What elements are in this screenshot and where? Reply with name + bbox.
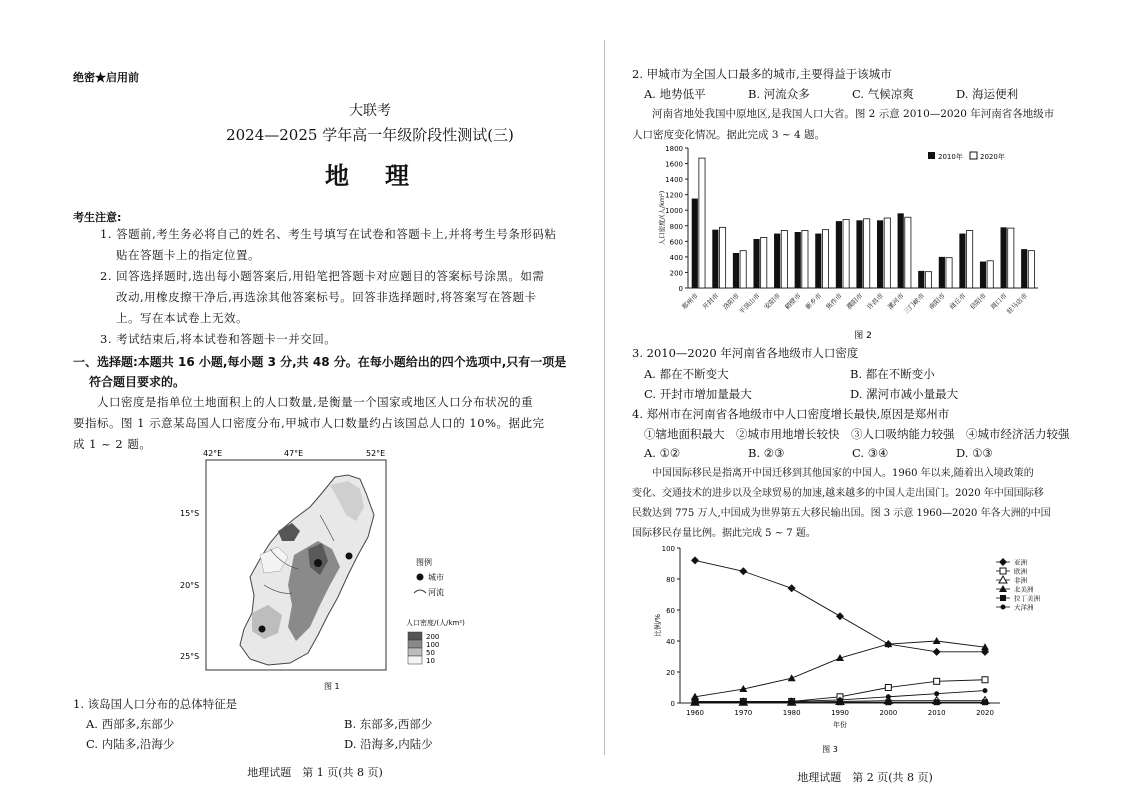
data-point bbox=[885, 685, 891, 691]
data-point bbox=[982, 677, 988, 683]
bar-2010 bbox=[692, 199, 698, 288]
lat-label: 15°S bbox=[180, 509, 200, 518]
data-point bbox=[982, 699, 988, 705]
y-tick-label: 40 bbox=[666, 638, 675, 646]
bar-2010 bbox=[1021, 249, 1027, 288]
bar-2020 bbox=[781, 230, 787, 288]
page-footer: 地理试题 第 1 页(共 8 页) bbox=[247, 766, 383, 779]
y-tick-label: 80 bbox=[666, 576, 675, 584]
density-level: 50 bbox=[426, 649, 435, 657]
x-tick-label: 信阳市 bbox=[968, 291, 988, 312]
y-tick-label: 600 bbox=[669, 238, 683, 247]
y-tick-label: 1400 bbox=[665, 176, 683, 185]
legend-label: 非洲 bbox=[1014, 576, 1027, 585]
bar-2020 bbox=[1008, 228, 1014, 288]
x-tick-label: 新乡市 bbox=[803, 291, 824, 312]
x-tick-label: 南阳市 bbox=[927, 291, 947, 312]
q4-option-b[interactable]: B. ②③ bbox=[748, 446, 785, 460]
bar-2020 bbox=[822, 230, 828, 288]
intro-line: 要指标。图 1 示意某岛国人口密度分布,甲城市人口数量约占该国总人口的 10%。据此完 bbox=[73, 416, 545, 430]
legend-label: 拉丁美洲 bbox=[1014, 594, 1040, 603]
bar-2020 bbox=[946, 258, 952, 288]
page-divider bbox=[604, 40, 605, 755]
q4-stem: 4. 郑州市在河南省各地级市中人口密度增长最快,原因是郑州市 bbox=[632, 407, 950, 421]
lat-label: 20°S bbox=[180, 581, 200, 590]
x-tick-label: 商丘市 bbox=[947, 291, 968, 312]
x-tick-label: 1990 bbox=[831, 709, 849, 717]
density-level: 100 bbox=[426, 641, 440, 649]
y-tick-label: 1800 bbox=[665, 145, 683, 153]
bar-2020 bbox=[884, 218, 890, 288]
secret-label: 绝密★启用前 bbox=[73, 71, 139, 84]
intro-line: 国际移民存量比例。据此完成 5 ~ 7 题。 bbox=[632, 528, 816, 539]
density-level: 200 bbox=[426, 633, 440, 641]
data-point bbox=[934, 678, 940, 684]
city-marker bbox=[259, 626, 266, 633]
figure-2-bar-chart bbox=[650, 142, 1070, 342]
figure-caption: 图 2 bbox=[854, 331, 872, 341]
intro2-paragraph bbox=[632, 104, 1112, 146]
figure-3-line-chart bbox=[646, 540, 1086, 758]
bar-2010 bbox=[774, 234, 780, 288]
y-tick-label: 20 bbox=[666, 669, 675, 677]
intro-line: 人口密度变化情况。据此完成 3 ~ 4 题。 bbox=[632, 129, 826, 141]
q1-option-a[interactable]: A. 西部多,东部少 bbox=[86, 717, 175, 731]
x-tick-label: 鹤壁市 bbox=[783, 291, 803, 312]
y-axis-label: 比例/% bbox=[654, 613, 662, 638]
q3-option-c[interactable]: C. 开封市增加量最大 bbox=[644, 387, 752, 401]
lon-label: 42°E bbox=[203, 449, 223, 458]
y-tick-label: 400 bbox=[669, 253, 683, 262]
legend-city-icon bbox=[417, 574, 424, 581]
q4-option-a[interactable]: A. ①② bbox=[644, 446, 681, 460]
intro3-paragraph bbox=[632, 464, 1118, 544]
bar-2020 bbox=[719, 227, 725, 288]
legend-label: 2020年 bbox=[980, 153, 1005, 161]
legend-marker bbox=[1000, 568, 1006, 574]
exam-org: 大联考 bbox=[349, 103, 391, 119]
legend-label: 北美洲 bbox=[1014, 585, 1034, 594]
lon-label: 52°E bbox=[366, 449, 386, 458]
bar-2010 bbox=[856, 220, 862, 288]
density-swatch bbox=[408, 656, 422, 664]
q4-option-d[interactable]: D. ①③ bbox=[956, 446, 993, 460]
section-title-line: 一、选择题:本题共 16 小题,每小题 3 分,共 48 分。在每小题给出的四个选项中,只有一项是 bbox=[73, 355, 567, 369]
bar-2010 bbox=[980, 262, 986, 288]
legend-title: 图例 bbox=[416, 558, 432, 567]
q3-option-b[interactable]: B. 都在不断变小 bbox=[850, 367, 935, 381]
x-tick-label: 2000 bbox=[879, 709, 898, 717]
q1-option-b[interactable]: B. 东部多,西部少 bbox=[344, 717, 433, 731]
q1-option-d[interactable]: D. 沿海多,内陆少 bbox=[344, 737, 433, 751]
legend-marker bbox=[999, 558, 1007, 566]
x-axis-label: 年份 bbox=[833, 721, 847, 729]
legend-marker bbox=[1000, 595, 1006, 601]
data-point bbox=[885, 699, 891, 705]
legend-label: 2010年 bbox=[938, 153, 963, 161]
legend-river-icon bbox=[414, 590, 426, 593]
data-point bbox=[739, 567, 747, 575]
bar-2020 bbox=[761, 237, 767, 288]
bar-2010 bbox=[877, 220, 883, 288]
intro-line: 人口密度是指单位土地面积上的人口数量,是衡量一个国家或地区人口分布状况的重 bbox=[97, 395, 534, 409]
bar-2020 bbox=[925, 272, 931, 288]
y-axis-label: 人口密度/(人/km²) bbox=[658, 190, 666, 246]
notice-line: 上。写在本试卷上无效。 bbox=[116, 311, 248, 325]
figure-caption: 图 3 bbox=[822, 745, 838, 754]
bar-2010 bbox=[1001, 227, 1007, 288]
bar-2020 bbox=[987, 261, 993, 288]
legend-marker bbox=[999, 576, 1007, 583]
legend-label: 亚洲 bbox=[1014, 558, 1027, 567]
data-point bbox=[836, 612, 844, 620]
data-point bbox=[789, 699, 794, 704]
x-tick-label: 1960 bbox=[686, 709, 704, 717]
bar-2020 bbox=[843, 220, 849, 288]
y-tick-label: 0 bbox=[678, 285, 683, 293]
subject-title: 地 理 bbox=[325, 162, 415, 190]
right-page bbox=[610, 0, 1122, 794]
density-swatch bbox=[408, 632, 422, 640]
q1-stem: 1. 该岛国人口分布的总体特征是 bbox=[73, 697, 238, 711]
bar-2020 bbox=[1028, 251, 1034, 288]
data-point bbox=[741, 700, 746, 705]
x-tick-label: 许昌市 bbox=[865, 291, 886, 312]
bar-2020 bbox=[699, 158, 705, 288]
data-point bbox=[693, 701, 698, 706]
bar-2010 bbox=[898, 213, 904, 288]
bar-2010 bbox=[733, 253, 739, 288]
x-tick-label: 焦作市 bbox=[824, 291, 844, 312]
bar-2020 bbox=[905, 217, 911, 288]
q3-option-d[interactable]: D. 漯河市减小量最大 bbox=[850, 387, 959, 401]
density-legend-title: 人口密度/(人/km²) bbox=[406, 619, 465, 627]
bar-2010 bbox=[836, 221, 842, 288]
notice-line: 改动,用橡皮擦干净后,再选涂其他答案标号。回答非选择题时,将答案写在答题卡 bbox=[116, 290, 537, 304]
notice-line: 贴在答题卡上的指定位置。 bbox=[116, 248, 260, 262]
q3-stem: 3. 2010—2020 年河南省各地级市人口密度 bbox=[632, 346, 859, 360]
bar-2020 bbox=[740, 251, 746, 288]
city-marker bbox=[346, 553, 353, 560]
y-tick-label: 200 bbox=[669, 269, 683, 278]
x-tick-label: 驻马店市 bbox=[1005, 291, 1030, 316]
bar-2020 bbox=[967, 230, 973, 288]
legend-label: 欧洲 bbox=[1014, 567, 1027, 576]
data-point bbox=[933, 648, 941, 656]
intro-line: 中国国际移民是指离开中国迁移到其他国家的中国人。1960 年以来,随着出入境政策的 bbox=[652, 468, 1034, 479]
page-footer: 地理试题 第 2 页(共 8 页) bbox=[797, 771, 933, 784]
section-title bbox=[73, 352, 603, 392]
lat-label: 25°S bbox=[180, 652, 200, 661]
notice-line: 3. 考试结束后,将本试卷和答题卡一并交回。 bbox=[100, 332, 337, 346]
data-point bbox=[886, 694, 891, 699]
q2-option-d[interactable]: D. 海运便利 bbox=[956, 87, 1019, 101]
data-point bbox=[838, 697, 843, 702]
q3-option-a[interactable]: A. 都在不断变大 bbox=[644, 367, 729, 381]
intro-line: 成 1 ~ 2 题。 bbox=[73, 437, 152, 451]
x-tick-label: 开封市 bbox=[700, 291, 721, 312]
x-tick-label: 周口市 bbox=[989, 291, 1009, 312]
x-tick-label: 漯河市 bbox=[886, 291, 906, 312]
q2-option-a[interactable]: A. 地势低平 bbox=[644, 87, 706, 101]
data-point bbox=[934, 691, 939, 696]
intro-line: 变化、交通技术的进步以及全球贸易的加速,越来越多的中国人走出国门。2020 年中国国际移 bbox=[632, 488, 1044, 499]
q2-option-b[interactable]: B. 河流众多 bbox=[748, 87, 810, 101]
x-tick-label: 三门峡市 bbox=[902, 291, 927, 316]
data-point bbox=[933, 637, 941, 644]
q4-items: ①辖地面积最大 ②城市用地增长较快 ③人口吸纳能力较强 ④城市经济活力较强 bbox=[644, 427, 1070, 441]
x-tick-label: 洛阳市 bbox=[721, 291, 741, 312]
q4-option-c[interactable]: C. ③④ bbox=[852, 446, 889, 460]
data-point bbox=[934, 699, 940, 705]
data-point bbox=[788, 584, 796, 592]
notice-title: 考生注意: bbox=[73, 211, 122, 224]
bar-2010 bbox=[815, 234, 821, 288]
section-title-line: 符合题目要求的。 bbox=[89, 375, 186, 389]
bar-2010 bbox=[753, 239, 759, 288]
y-tick-label: 60 bbox=[666, 607, 675, 615]
notice-line: 1. 答题前,考生务必将自己的姓名、考生号填写在试卷和答题卡上,并将考生号条形码粘 bbox=[100, 227, 557, 241]
exam-title: 2024—2025 学年高一年级阶段性测试(三) bbox=[226, 126, 514, 144]
y-tick-label: 100 bbox=[661, 545, 675, 553]
x-tick-label: 郑州市 bbox=[680, 291, 700, 312]
figure-caption: 图 1 bbox=[324, 682, 340, 691]
y-tick-label: 1000 bbox=[665, 207, 683, 216]
density-level: 10 bbox=[426, 657, 435, 665]
y-tick-label: 800 bbox=[669, 222, 683, 231]
bar-2010 bbox=[712, 230, 718, 288]
data-point bbox=[691, 556, 699, 564]
density-swatch bbox=[408, 648, 422, 656]
x-tick-label: 安阳市 bbox=[762, 291, 783, 312]
legend-swatch-2020 bbox=[970, 152, 977, 159]
y-tick-label: 1600 bbox=[665, 160, 683, 169]
legend-swatch-2010 bbox=[928, 152, 935, 159]
x-tick-label: 2010 bbox=[927, 709, 946, 717]
bar-2010 bbox=[959, 234, 965, 288]
density-swatch bbox=[408, 640, 422, 648]
y-tick-label: 1200 bbox=[665, 191, 683, 200]
series-line bbox=[695, 560, 985, 651]
legend-label: 大洋洲 bbox=[1014, 603, 1034, 612]
legend-river-label: 河流 bbox=[428, 588, 444, 597]
x-tick-label: 1970 bbox=[734, 709, 753, 717]
x-tick-label: 2020 bbox=[976, 709, 994, 717]
lon-label: 47°E bbox=[284, 449, 304, 458]
legend-marker bbox=[999, 585, 1007, 592]
bar-2010 bbox=[918, 271, 924, 288]
bar-2010 bbox=[795, 232, 801, 288]
q2-option-c[interactable]: C. 气候凉爽 bbox=[852, 87, 914, 101]
series-line bbox=[695, 641, 985, 697]
figure-1-map bbox=[170, 445, 500, 695]
data-point bbox=[788, 674, 796, 681]
bar-2020 bbox=[864, 219, 870, 288]
y-tick-label: 0 bbox=[670, 700, 675, 708]
x-tick-label: 1980 bbox=[782, 709, 801, 717]
notice-block bbox=[100, 224, 600, 350]
city-marker bbox=[314, 559, 322, 567]
notice-line: 2. 回答选择题时,选出每小题答案后,用铅笔把答题卡对应题目的答案标号涂黑。如需 bbox=[100, 269, 545, 283]
q1-option-c[interactable]: C. 内陆多,沿海少 bbox=[86, 737, 175, 751]
legend-city-label: 城市 bbox=[428, 573, 444, 582]
intro-line: 河南省地处我国中原地区,是我国人口大省。图 2 示意 2010—2020 年河南省各地级市 bbox=[652, 108, 1055, 120]
x-tick-label: 平顶山市 bbox=[737, 291, 762, 316]
q2-stem: 2. 甲城市为全国人口最多的城市,主要得益于该城市 bbox=[632, 67, 892, 81]
legend-marker bbox=[1001, 605, 1006, 610]
bar-2010 bbox=[939, 257, 945, 288]
intro-line: 民数达到 775 万人,中国成为世界第五大移民输出国。图 3 示意 1960—2020 年各大洲的中国 bbox=[632, 508, 1051, 519]
bar-2020 bbox=[802, 230, 808, 288]
data-point bbox=[983, 688, 988, 693]
x-tick-label: 濮阳市 bbox=[844, 291, 865, 312]
